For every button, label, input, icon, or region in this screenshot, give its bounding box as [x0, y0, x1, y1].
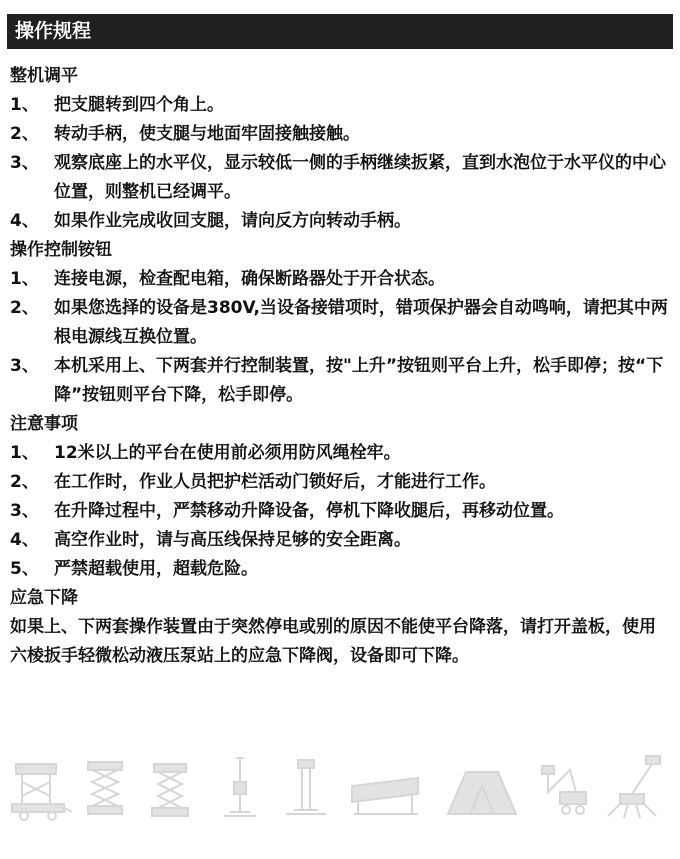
list-item — [10, 149, 672, 207]
list-item — [10, 439, 672, 468]
item-text: 转动手柄，使支腿与地面牢固接触接触。 — [54, 124, 360, 144]
dock-leveler-icon — [352, 778, 418, 814]
single-mast-lift-icon — [224, 758, 256, 816]
item-text: 12米以上的平台在使用前必须用防风绳栓牢。 — [54, 443, 401, 463]
scissor-lift-icon — [88, 762, 122, 814]
item-text: 严禁超载使用，超载危险。 — [54, 559, 258, 579]
item-text: 如果作业完成收回支腿，请向反方向转动手柄。 — [54, 211, 411, 231]
list-item — [10, 265, 672, 294]
item-text: 如果您选择的设备是380V,当设备接错项时，错项保护器会自动鸣响，请把其中两根电源线互换位置。 — [54, 298, 668, 347]
item-number: 3、 — [10, 153, 39, 173]
item-number: 3、 — [10, 501, 39, 521]
item-text: 在工作时，作业人员把护栏活动门锁好后，才能进行工作。 — [54, 472, 496, 492]
spider-boom-lift-icon — [608, 756, 660, 818]
equipment-illustrations — [8, 752, 672, 824]
item-number: 2、 — [10, 472, 39, 492]
item-text: 连接电源，检查配电箱，确保断路器处于开合状态。 — [54, 269, 445, 289]
list-item — [10, 120, 672, 149]
item-number: 2、 — [10, 298, 39, 318]
section-heading-leveling: 整机调平 — [10, 66, 78, 86]
section-heading-precautions: 注意事项 — [10, 414, 78, 434]
item-number: 1、 — [10, 443, 39, 463]
item-number: 3、 — [10, 356, 39, 376]
list-item — [10, 555, 672, 584]
main-content — [10, 62, 672, 671]
item-number: 1、 — [10, 95, 39, 115]
item-number: 2、 — [10, 124, 39, 144]
item-number: 5、 — [10, 559, 39, 579]
scissor-lift-icon — [152, 764, 188, 816]
item-text: 高空作业时，请与高压线保持足够的安全距离。 — [54, 530, 411, 550]
double-mast-lift-icon — [286, 760, 326, 814]
item-text: 在升降过程中，严禁移动升降设备，停机下降收腿后，再移动位置。 — [54, 501, 564, 521]
section-heading-emergency: 应急下降 — [10, 588, 78, 608]
item-text: 本机采用上、下两套并行控制装置，按"上升”按钮则平台上升，松手即停；按“下降”按钮则平台下降，松手即停。 — [54, 356, 664, 405]
articulated-boom-lift-icon — [542, 766, 586, 814]
list-item — [10, 91, 672, 120]
page-title: 操作规程 — [15, 20, 92, 42]
trailer-lift-icon — [12, 764, 72, 820]
item-number: 1、 — [10, 269, 39, 289]
fixed-dock-ramp-icon — [448, 772, 516, 814]
list-item — [10, 526, 672, 555]
section-heading-controls: 操作控制铵钮 — [10, 240, 112, 260]
list-item — [10, 497, 672, 526]
list-item — [10, 352, 672, 410]
page-title-bar — [7, 14, 673, 49]
emergency-paragraph: 如果上、下两套操作装置由于突然停电或别的原因不能使平台降落，请打开盖板，使用六棱扳手轻微松动液压泵站上的应急下降阀，设备即可下降。 — [10, 617, 656, 666]
list-item — [10, 468, 672, 497]
list-item — [10, 207, 672, 236]
list-item — [10, 294, 672, 352]
item-number: 4、 — [10, 530, 39, 550]
item-text: 观察底座上的水平仪，显示较低一侧的手柄继续扳紧，直到水泡位于水平仪的中心位置，则整机已经调平。 — [54, 153, 666, 202]
equipment-illustration-strip — [8, 752, 672, 824]
item-text: 把支腿转到四个角上。 — [54, 95, 224, 115]
item-number: 4、 — [10, 211, 39, 231]
